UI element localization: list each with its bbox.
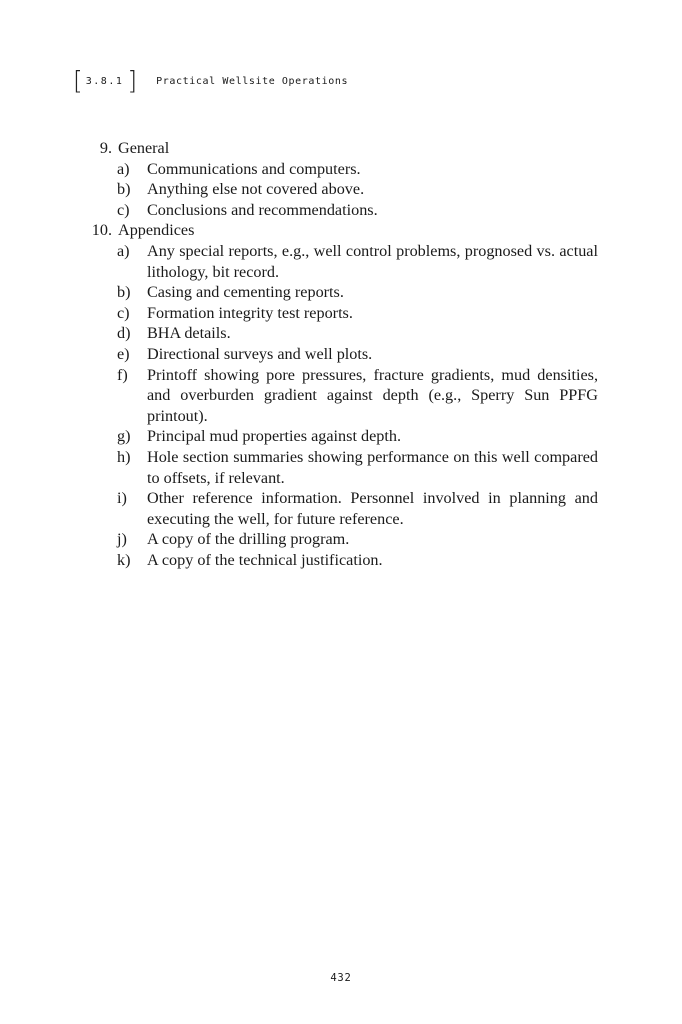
list-item bbox=[0, 550, 682, 571]
list-item bbox=[0, 179, 682, 200]
item-text: A copy of the technical justification. bbox=[147, 550, 383, 569]
list-item bbox=[0, 488, 682, 529]
item-label: b) bbox=[117, 283, 131, 302]
item-label: c) bbox=[117, 200, 130, 219]
list-item bbox=[0, 365, 682, 427]
section-number-label: 10. bbox=[91, 221, 112, 240]
item-text: Communications and computers. bbox=[147, 159, 361, 178]
section-number: 3.8.1 bbox=[85, 75, 124, 87]
item-text: Conclusions and recommendations. bbox=[147, 200, 378, 219]
item-text: Directional surveys and well plots. bbox=[147, 344, 373, 363]
running-head bbox=[73, 66, 348, 96]
list-item bbox=[0, 344, 682, 365]
item-text: Hole section summaries showing performance on this well compared to offsets, if relevant. bbox=[147, 447, 598, 487]
item-label: j) bbox=[117, 530, 127, 549]
section-general bbox=[0, 138, 682, 220]
item-text: Any special reports, e.g., well control problems, prognosed vs. actual lithology, bit record. bbox=[147, 241, 598, 281]
list-item bbox=[0, 303, 682, 324]
item-label: b) bbox=[117, 180, 131, 199]
page-number: 432 bbox=[330, 972, 352, 984]
close-bracket: ] bbox=[127, 66, 138, 95]
item-label: c) bbox=[117, 303, 130, 322]
list-item bbox=[0, 241, 682, 282]
item-label: h) bbox=[117, 447, 131, 466]
section-title: Appendices bbox=[118, 221, 195, 240]
item-text: Casing and cementing reports. bbox=[147, 283, 344, 302]
list-item bbox=[0, 447, 682, 488]
item-text: Other reference information. Personnel involved in planning and executing the well, for future reference. bbox=[147, 489, 598, 528]
item-label: i) bbox=[117, 489, 127, 508]
list-item bbox=[0, 529, 682, 550]
page-content bbox=[0, 138, 682, 570]
item-text: A copy of the drilling program. bbox=[147, 530, 350, 549]
item-label: e) bbox=[117, 344, 130, 363]
section-title: General bbox=[118, 139, 170, 157]
item-label: a) bbox=[117, 241, 130, 260]
item-label: d) bbox=[117, 324, 131, 343]
item-text: Printoff showing pore pressures, fracture gradients, mud densities, and overburden gradient against depth (e.g., Sperry Sun PPFG printout). bbox=[147, 365, 598, 425]
item-text: BHA details. bbox=[147, 324, 231, 343]
open-bracket: [ bbox=[73, 66, 83, 95]
list-item bbox=[0, 200, 682, 221]
list-item bbox=[0, 282, 682, 303]
book-title: Practical Wellsite Operations bbox=[156, 75, 349, 87]
item-text: Principal mud properties against depth. bbox=[147, 427, 401, 446]
item-label: f) bbox=[117, 365, 128, 384]
section-appendices bbox=[0, 220, 682, 570]
item-label: k) bbox=[117, 550, 131, 569]
section-number-label: 9. bbox=[99, 139, 112, 157]
item-text: Formation integrity test reports. bbox=[147, 303, 353, 322]
item-label: g) bbox=[117, 427, 131, 446]
item-label: a) bbox=[117, 159, 130, 178]
item-text: Anything else not covered above. bbox=[147, 180, 365, 199]
list-item bbox=[0, 159, 682, 180]
list-item bbox=[0, 323, 682, 344]
list-item bbox=[0, 426, 682, 447]
